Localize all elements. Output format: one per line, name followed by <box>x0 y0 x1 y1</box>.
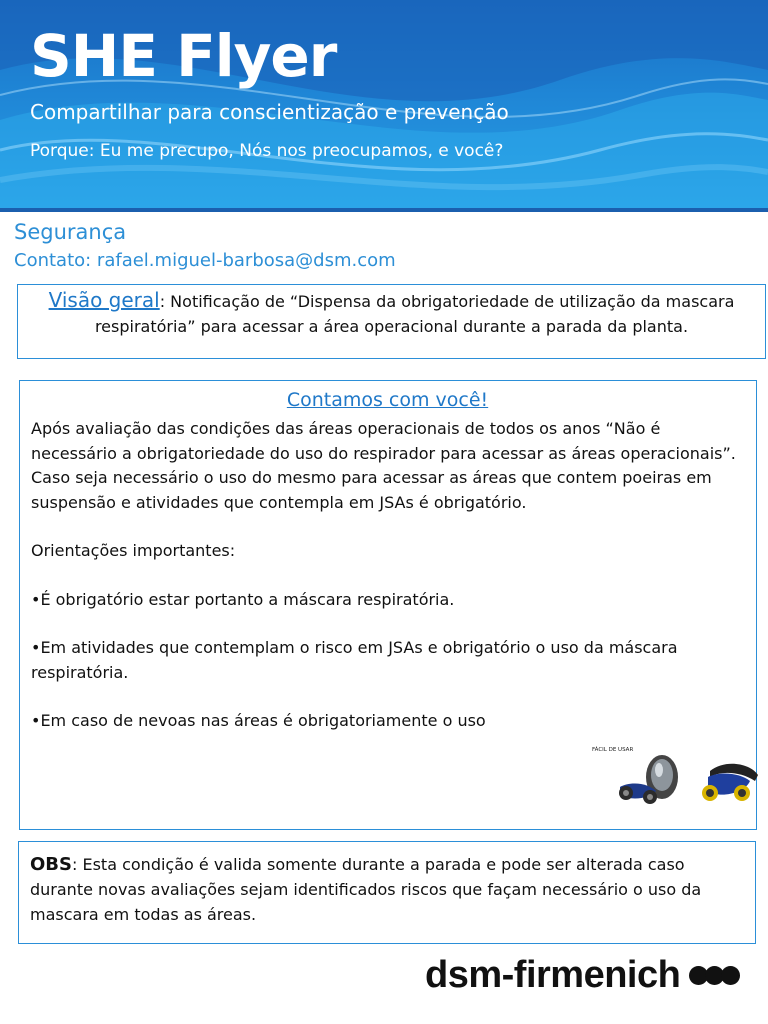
page-title: SHE Flyer <box>30 22 337 90</box>
bullet-item: •Em caso de nevoas nas áreas é obrigatoriamente o uso <box>31 711 486 730</box>
intro-paragraph: Após avaliação das condições das áreas operacionais de todos os anos “Não é necessário a obrigatoriedade do uso do respirador para acessar as áreas operacionais”. Caso seja necessário o uso do mesmo para acessar as áreas que contem poeiras em suspensão e atividades que contempla em JSAs é obrigatório. <box>31 419 736 512</box>
logo-dots-icon <box>692 966 740 985</box>
overview-box <box>17 284 766 359</box>
logo-text: dsm-firmenich <box>425 953 681 996</box>
contact-line: Contato: rafael.miguel-barbosa@dsm.com <box>14 250 396 271</box>
obs-paragraph <box>30 852 743 927</box>
obs-box <box>18 841 756 944</box>
obs-text: : Esta condição é valida somente durante a parada e pode ser alterada caso durante novas avaliações sejam identificados riscos que façam necessário o uso da mascara em todas as áreas. <box>30 855 702 924</box>
main-box <box>19 380 757 830</box>
section-name: Segurança <box>14 220 127 244</box>
obs-label: OBS <box>30 854 72 875</box>
page-subtitle: Compartilhar para conscientização e prevenção <box>30 100 509 124</box>
page-tagline: Porque: Eu me precupo, Nós nos preocupamos, e você? <box>30 141 504 161</box>
main-heading: Contamos com você! <box>286 389 489 411</box>
bullet-item: •Em atividades que contemplam o risco em JSAs e obrigatório o uso da máscara respiratória. <box>31 638 678 682</box>
overview-text: : Notificação de “Dispensa da obrigatoriedade de utilização da mascara respiratória” para acessar a área operacional durante a parada da planta. <box>94 292 735 336</box>
respirator-masks-image <box>590 741 760 809</box>
orientations-title: Orientações importantes: <box>31 541 236 560</box>
header-banner <box>0 0 768 212</box>
brand-logo <box>425 950 740 1000</box>
image-caption: FÁCIL DE USAR <box>592 747 634 753</box>
bullet-item: •É obrigatório estar portanto a máscara respiratória. <box>31 589 455 609</box>
overview-label: Visão geral <box>48 288 160 312</box>
header-divider <box>0 208 768 212</box>
overview-paragraph <box>30 288 753 339</box>
